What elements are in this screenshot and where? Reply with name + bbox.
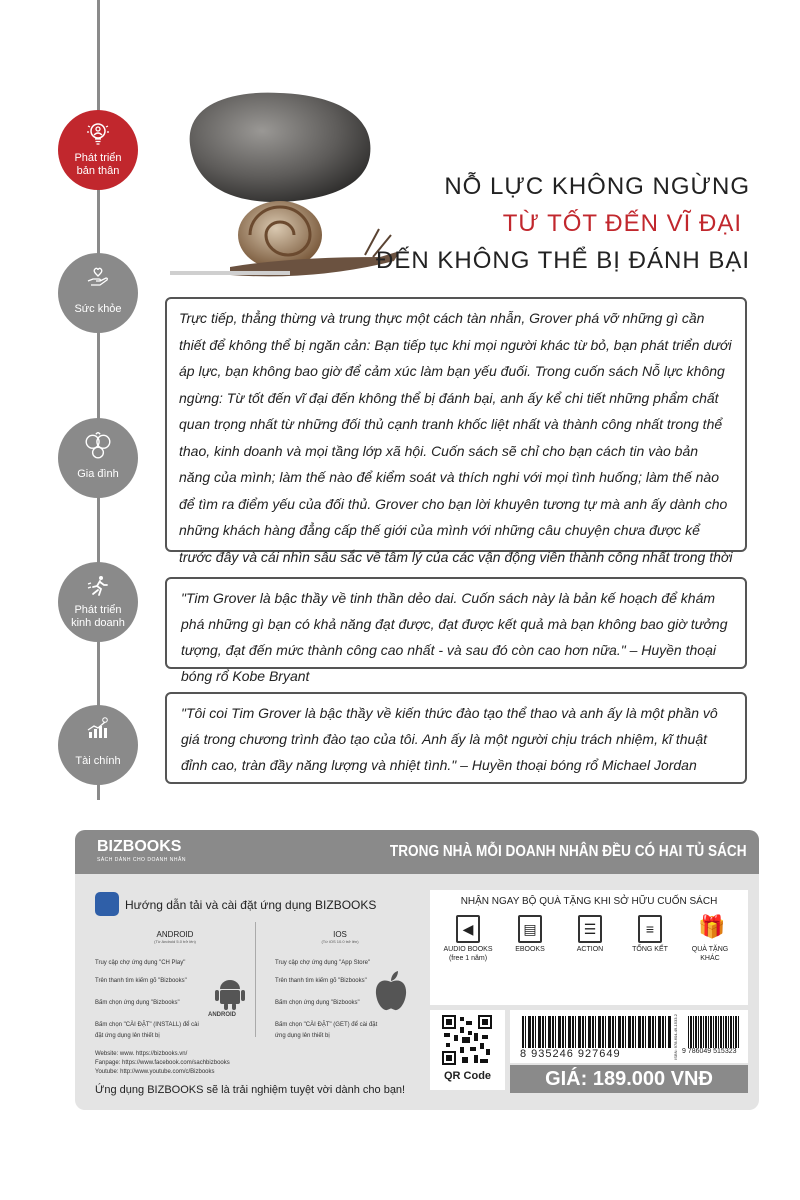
rock-snail-illustration bbox=[170, 85, 400, 285]
speaker-icon: ◀ bbox=[456, 915, 480, 943]
category-label: Phát triển bbox=[74, 604, 122, 616]
category-business-development bbox=[58, 562, 138, 642]
android-title: ANDROID bbox=[156, 930, 194, 939]
gift-panel bbox=[430, 890, 748, 1005]
barcode-panel bbox=[510, 1010, 748, 1063]
fanpage-link[interactable]: Fanpage: https://www.facebook.com/sachbizbooks bbox=[95, 1060, 230, 1066]
gift-label: AUDIO BOOKS bbox=[443, 946, 493, 953]
family-icon bbox=[83, 430, 113, 460]
gift-label: TỔNG KẾT bbox=[632, 946, 668, 953]
gift-label: ACTION bbox=[576, 946, 604, 953]
hero-title-line1: NỖ LỰC KHÔNG NGỪNG bbox=[444, 173, 750, 200]
gift-sublabel: (free 1 năm) bbox=[448, 955, 488, 962]
checklist-icon: ☰ bbox=[578, 915, 602, 943]
category-label: Phát triển bbox=[74, 152, 122, 164]
ios-subtitle: (Từ iOS 10.0 trở lên) bbox=[321, 939, 359, 944]
category-label: kinh doanh bbox=[71, 617, 125, 629]
quote-kobe-box: "Tim Grover là bậc thầy về tinh thần dẻo dai. Cuốn sách này là bản kế hoạch để khám phá những gì bạn có khả năng đạt được, đạt được kết quả mà bạn không bao giờ tưởng tượng, đạt đến mức thành công cao nhất - và sau đó còn cao hơn nữa." – Huyền thoại bóng rổ Kobe Bryant bbox=[165, 577, 747, 669]
ios-step: Truy cập chợ ứng dụng "App Store" bbox=[275, 960, 371, 966]
apple-logo-icon bbox=[373, 970, 409, 1012]
category-finance bbox=[58, 705, 138, 785]
android-logo-icon bbox=[213, 975, 247, 1015]
growth-chart-icon bbox=[86, 717, 110, 741]
category-label: bản thân bbox=[76, 165, 120, 177]
android-step: Bấm chọn ứng dụng "Bizbooks" bbox=[95, 1000, 180, 1006]
ios-step: Bấm chọn ứng dụng "Bizbooks" bbox=[275, 1000, 360, 1006]
quote-jordan-box: "Tôi coi Tim Grover là bậc thầy về kiến thức đào tạo thể thao và anh ấy là một phần vô giá trong chương trình đào tạo của tôi. Anh ấy là một người chịu trách nhiệm, kĩ thuật đỉnh cao, tràn đầy năng lượng và nhiệt tình." – Huyền thoại bóng rổ Michael Jordan bbox=[165, 692, 747, 784]
category-family bbox=[58, 418, 138, 498]
closing-text: Ứng dụng BIZBOOKS sẽ là trải nghiệm tuyệt vời dành cho bạn! bbox=[95, 1084, 406, 1096]
barcode-bars bbox=[522, 1016, 672, 1048]
isbn-barcode-bars bbox=[688, 1016, 740, 1048]
qr-label: QR Code bbox=[443, 1070, 492, 1082]
qr-code-panel bbox=[430, 1010, 505, 1090]
description-box: Trực tiếp, thẳng thừng và trung thực một cách tàn nhẫn, Grover phá vỡ những gì cần thiết để không thể bị ngăn cản: Bạn tiếp tục khi mọi người khác từ bỏ, bạn phát triển dưới áp lực, bạn không bao giờ để cảm xúc làm bạn yếu đuối. Trong cuốn sách Nỗ lực không ngừng: Từ tốt đến vĩ đại đến không thể bị đánh bại, anh ấy kể chi tiết những phẩm chất quan trọng nhất từ những đối thủ cạnh tranh khốc liệt nhất và thành công nhất trong thể thao, kinh doanh và mọi tầng lớp xã hội. Cuốn sách sẽ chỉ cho bạn cách tin vào bản năng của mình; làm thế nào để kiểm soát và thích nghi với mọi tình huống; làm thế nào để tìm ra điểm yếu của đối thủ. Grover cho bạn lời khuyên tương tự mà anh ấy dành cho những khách hàng đẳng cấp thế giới của mình với những câu chuyện chưa được kể trước đây và cái nhìn sâu sắc về tâm lý của các vận động viên thành công nhất trong thời bbox=[165, 297, 747, 552]
app-guide-title: Hướng dẫn tải và cài đặt ứng dụng BIZBOOKS bbox=[125, 898, 377, 912]
category-health bbox=[58, 253, 138, 333]
ios-step: Trên thanh tìm kiếm gõ "Bizbooks" bbox=[275, 978, 367, 984]
summary-doc-icon: ≡ bbox=[638, 915, 662, 943]
lightbulb-person-icon bbox=[86, 122, 110, 146]
gift-icon: 🎁 bbox=[698, 914, 726, 939]
footer-panel bbox=[75, 830, 759, 1110]
category-label: Sức khỏe bbox=[74, 303, 122, 315]
barcode-digits: 8 935246 927649 bbox=[520, 1048, 621, 1060]
android-step: Trên thanh tìm kiếm gõ "Bizbooks" bbox=[95, 978, 187, 984]
category-label: Gia đình bbox=[77, 468, 119, 480]
hand-heart-icon bbox=[86, 265, 110, 289]
running-man-icon bbox=[86, 574, 110, 598]
website-link[interactable]: Website: www. https://bizbooks.vn/ bbox=[95, 1051, 188, 1057]
android-logo-text: ANDROID bbox=[208, 1012, 236, 1018]
footer-slogan: TRONG NHÀ MỖI DOANH NHÂN ĐỀU CÓ HAI TỦ SÁCH bbox=[390, 843, 747, 860]
divider bbox=[255, 922, 256, 1037]
brand-tagline: SÁCH DÀNH CHO DOANH NHÂN bbox=[97, 857, 186, 863]
gift-label: QUÀ TẶNG bbox=[691, 946, 729, 953]
ebook-icon: ▤ bbox=[518, 915, 542, 943]
brand-name: BIZBOOKS bbox=[97, 838, 182, 855]
ios-title: IOS bbox=[333, 930, 347, 939]
hero-title-line2: TỪ TỐT ĐẾN VĨ ĐẠI bbox=[502, 210, 742, 237]
gift-heading: NHẬN NGAY BỘ QUÀ TẶNG KHI SỞ HỮU CUỐN SÁCH bbox=[460, 896, 718, 907]
gift-item bbox=[438, 915, 498, 963]
gift-label: EBOOKS bbox=[515, 946, 545, 953]
gift-item bbox=[500, 915, 560, 954]
android-step: Truy cập chợ ứng dụng "CH Play" bbox=[95, 960, 186, 966]
qr-code-icon bbox=[442, 1015, 492, 1065]
gift-item bbox=[560, 915, 620, 954]
android-subtitle: (Từ Android 5.0 trở lên) bbox=[154, 939, 196, 944]
bizbooks-logo bbox=[97, 838, 186, 863]
youtube-link[interactable]: Youtube: http://www.youtube.com/c/Bizbooks bbox=[95, 1069, 215, 1075]
hero-title-line3: ĐẾN KHÔNG THỂ BỊ ĐÁNH BẠI bbox=[376, 247, 750, 274]
gift-sublabel: KHÁC bbox=[700, 955, 720, 962]
bizbooks-app-icon bbox=[95, 892, 119, 916]
price-label: GIÁ: 189.000 VNĐ bbox=[510, 1065, 748, 1093]
footer-header bbox=[75, 830, 759, 874]
category-personal-development bbox=[58, 110, 138, 190]
gift-item bbox=[680, 915, 740, 963]
isbn-digits: 9 786049 515323 bbox=[682, 1048, 737, 1055]
ios-step: Bấm chọn "CÀI ĐẶT" (GET) để cài đặt ứng dụng lên thiết bị bbox=[275, 1022, 378, 1039]
android-step: Bấm chọn "CÀI ĐẶT" (INSTALL) để cài đặt ứng dụng lên thiết bị bbox=[95, 1022, 199, 1039]
gift-item bbox=[620, 915, 680, 954]
category-label: Tài chính bbox=[75, 755, 121, 767]
isbn-text: ISBN: 978-604-49-1533-2 bbox=[673, 1014, 678, 1060]
